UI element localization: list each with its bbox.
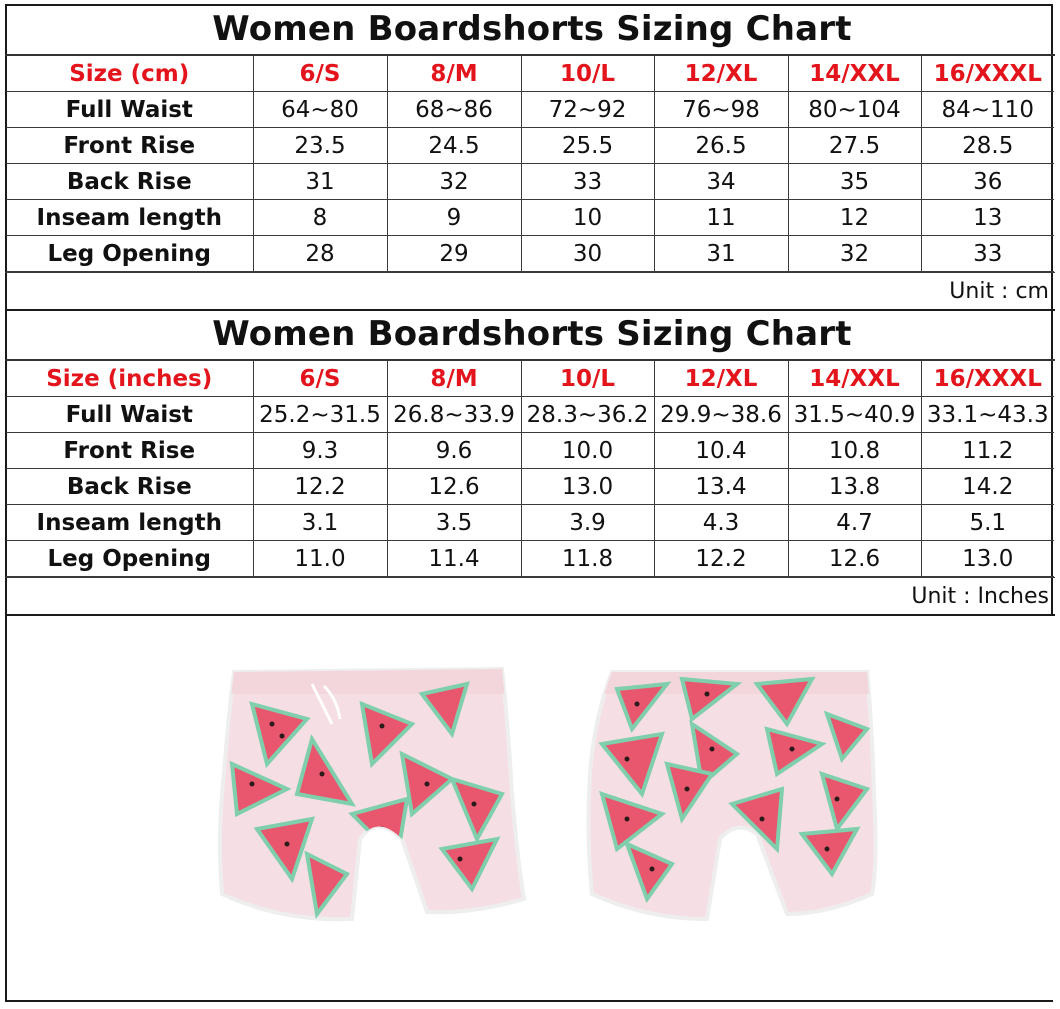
size-header: 14/XXL (788, 56, 921, 92)
table-cell: 13.8 (788, 469, 921, 505)
chart-title: Women Boardshorts Sizing Chart (5, 309, 1055, 361)
row-label: Back Rise (6, 164, 253, 200)
chart-title: Women Boardshorts Sizing Chart (5, 4, 1055, 56)
table-cell: 11.0 (253, 541, 387, 577)
table-header-row (6, 361, 1054, 397)
table-row (6, 92, 1054, 128)
table-cell: 72~92 (521, 92, 654, 128)
table-cell: 5.1 (921, 505, 1054, 541)
table-cell: 10.8 (788, 433, 921, 469)
table-cell: 68~86 (387, 92, 521, 128)
table-cell: 10.0 (521, 433, 654, 469)
table-cell: 26.8~33.9 (387, 397, 521, 433)
table-row (6, 469, 1054, 505)
table-cell: 32 (387, 164, 521, 200)
size-table-inches (6, 361, 1054, 577)
row-label: Inseam length (6, 505, 253, 541)
table-cell: 26.5 (654, 128, 788, 164)
table-cell: 9 (387, 200, 521, 236)
size-header: 16/XXXL (921, 361, 1054, 397)
table-row (6, 505, 1054, 541)
row-label: Leg Opening (6, 541, 253, 577)
table-cell: 12.6 (387, 469, 521, 505)
table-row (6, 164, 1054, 200)
table-cell: 25.5 (521, 128, 654, 164)
table-cell: 13.4 (654, 469, 788, 505)
size-header: 8/M (387, 56, 521, 92)
unit-label: Unit : cm (5, 272, 1055, 311)
table-cell: 11.4 (387, 541, 521, 577)
table-cell: 11.8 (521, 541, 654, 577)
shorts-front-image (212, 664, 532, 934)
table-cell: 4.7 (788, 505, 921, 541)
size-header: 10/L (521, 56, 654, 92)
table-cell: 13.0 (521, 469, 654, 505)
table-row (6, 397, 1054, 433)
table-cell: 10 (521, 200, 654, 236)
table-cell: 28 (253, 236, 387, 272)
table-row (6, 541, 1054, 577)
table-row (6, 236, 1054, 272)
table-cell: 12.2 (654, 541, 788, 577)
size-header-label: Size (cm) (6, 56, 253, 92)
table-cell: 10.4 (654, 433, 788, 469)
row-label: Inseam length (6, 200, 253, 236)
sizing-chart-cm (5, 4, 1055, 311)
table-cell: 32 (788, 236, 921, 272)
table-cell: 30 (521, 236, 654, 272)
size-header: 10/L (521, 361, 654, 397)
table-cell: 36 (921, 164, 1054, 200)
table-cell: 8 (253, 200, 387, 236)
unit-label: Unit : Inches (5, 577, 1055, 616)
size-header: 6/S (253, 361, 387, 397)
product-image-area (7, 616, 1053, 1000)
table-cell: 3.9 (521, 505, 654, 541)
table-cell: 12.6 (788, 541, 921, 577)
table-cell: 35 (788, 164, 921, 200)
table-cell: 14.2 (921, 469, 1054, 505)
size-header: 16/XXXL (921, 56, 1054, 92)
row-label: Full Waist (6, 92, 253, 128)
sizing-chart-inches (5, 309, 1055, 616)
table-cell: 33 (521, 164, 654, 200)
size-header: 8/M (387, 361, 521, 397)
table-cell: 29 (387, 236, 521, 272)
table-cell: 3.1 (253, 505, 387, 541)
table-cell: 12 (788, 200, 921, 236)
table-cell: 12.2 (253, 469, 387, 505)
table-cell: 25.2~31.5 (253, 397, 387, 433)
table-row (6, 200, 1054, 236)
table-cell: 84~110 (921, 92, 1054, 128)
table-cell: 33.1~43.3 (921, 397, 1054, 433)
size-header: 12/XL (654, 56, 788, 92)
table-row (6, 128, 1054, 164)
table-cell: 11.2 (921, 433, 1054, 469)
row-label: Full Waist (6, 397, 253, 433)
shorts-back-image (572, 664, 892, 934)
table-cell: 3.5 (387, 505, 521, 541)
table-cell: 31 (253, 164, 387, 200)
table-cell: 33 (921, 236, 1054, 272)
size-header: 12/XL (654, 361, 788, 397)
table-cell: 64~80 (253, 92, 387, 128)
table-cell: 31.5~40.9 (788, 397, 921, 433)
table-cell: 13.0 (921, 541, 1054, 577)
table-cell: 9.3 (253, 433, 387, 469)
size-header-label: Size (inches) (6, 361, 253, 397)
size-header: 6/S (253, 56, 387, 92)
table-row (6, 433, 1054, 469)
table-cell: 13 (921, 200, 1054, 236)
table-cell: 9.6 (387, 433, 521, 469)
table-cell: 27.5 (788, 128, 921, 164)
row-label: Front Rise (6, 128, 253, 164)
table-cell: 24.5 (387, 128, 521, 164)
table-cell: 28.3~36.2 (521, 397, 654, 433)
row-label: Leg Opening (6, 236, 253, 272)
table-cell: 29.9~38.6 (654, 397, 788, 433)
table-cell: 28.5 (921, 128, 1054, 164)
table-cell: 11 (654, 200, 788, 236)
table-cell: 34 (654, 164, 788, 200)
table-cell: 31 (654, 236, 788, 272)
table-cell: 23.5 (253, 128, 387, 164)
row-label: Front Rise (6, 433, 253, 469)
table-cell: 80~104 (788, 92, 921, 128)
size-table-cm (6, 56, 1054, 272)
table-header-row (6, 56, 1054, 92)
size-header: 14/XXL (788, 361, 921, 397)
row-label: Back Rise (6, 469, 253, 505)
table-cell: 76~98 (654, 92, 788, 128)
table-cell: 4.3 (654, 505, 788, 541)
